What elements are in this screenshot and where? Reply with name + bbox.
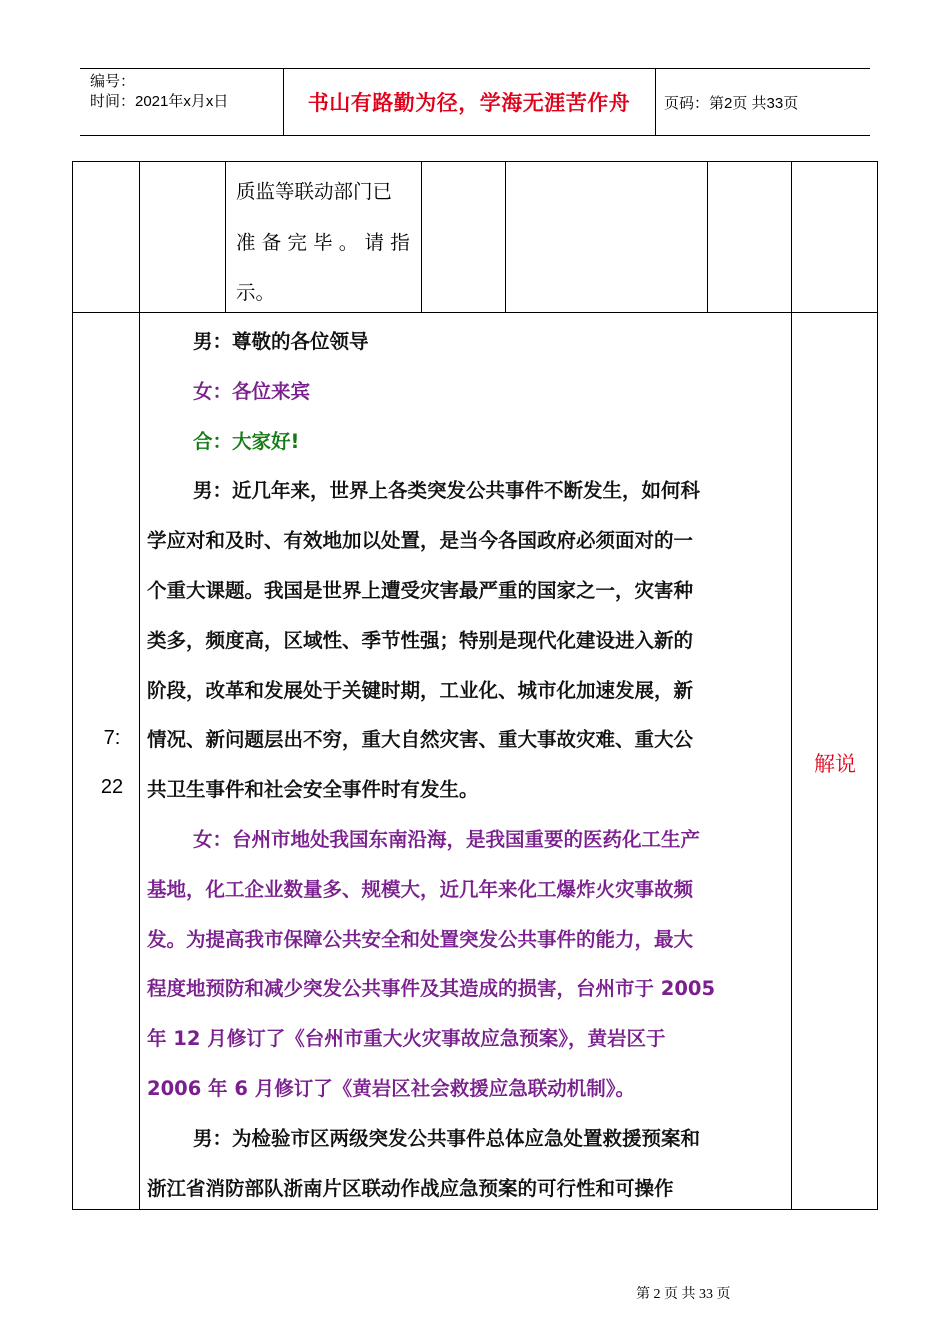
column-divider xyxy=(225,162,226,313)
row-divider xyxy=(73,312,877,313)
column-divider xyxy=(505,162,506,313)
script-line: 阶段，改革和发展处于关键时期，工业化、城市化加速发展，新 xyxy=(147,678,694,702)
time-cell-line2: 22 xyxy=(100,776,124,798)
row1-text-line: 准 备 完 毕 。 请 指 xyxy=(236,231,410,254)
column-divider xyxy=(707,162,708,313)
document-time-label: 时间：2021年x月x日 xyxy=(90,93,229,110)
time-cell-line1: 7: xyxy=(103,727,121,749)
header-meta xyxy=(90,72,228,112)
script-line: 程度地预防和减少突发公共事件及其造成的损害，台州市于 2005 xyxy=(147,977,716,1001)
script-line: 2006 年 6 月修订了《黄岩区社会救援应急联动机制》。 xyxy=(147,1077,635,1100)
script-line: 浙江省消防部队浙南片区联动作战应急预案的可行性和可操作 xyxy=(147,1176,674,1200)
script-line: 情况、新问题层出不穷，重大自然灾害、重大事故灾难、重大公 xyxy=(147,728,694,752)
header-page-label: 页码：第2页 共33页 xyxy=(664,95,799,112)
script-line: 男：为检验市区两级突发公共事件总体应急处置救援预案和 xyxy=(193,1126,701,1150)
script-line: 女：各位来宾 xyxy=(193,379,311,403)
column-divider xyxy=(421,162,422,313)
script-line: 男：尊敬的各位领导 xyxy=(193,330,369,353)
column-divider xyxy=(791,162,792,1209)
script-line: 基地，化工企业数量多、规模大，近几年来化工爆炸火灾事故频 xyxy=(147,877,694,901)
script-table xyxy=(72,161,878,1210)
script-line: 男：近几年来，世界上各类突发公共事件不断发生，如何科 xyxy=(193,479,701,503)
script-line: 学应对和及时、有效地加以处置，是当今各国政府必须面对的一 xyxy=(147,529,694,553)
script-line: 年 12 月修订了《台州市重大火灾事故应急预案》，黄岩区于 xyxy=(147,1027,666,1051)
header-divider xyxy=(655,68,656,136)
row1-text-line: 质监等联动部门已 xyxy=(236,180,393,203)
script-line: 女：台州市地处我国东南沿海，是我国重要的医药化工生产 xyxy=(193,828,701,851)
script-line: 类多，频度高，区域性、季节性强；特别是现代化建设进入新的 xyxy=(147,628,694,652)
column-divider xyxy=(139,162,140,1209)
header-motto: 书山有路勤为径，学海无涯苦作舟 xyxy=(307,91,631,115)
page-header xyxy=(80,68,870,136)
note-cell: 解说 xyxy=(814,752,856,776)
script-line: 个重大课题。我国是世界上遭受灾害最严重的国家之一，灾害种 xyxy=(147,579,694,602)
script-line: 共卫生事件和社会安全事件时有发生。 xyxy=(147,778,479,802)
document-number-label: 编号： xyxy=(90,73,136,90)
page-footer: 第 2 页 共 33 页 xyxy=(636,1287,731,1302)
script-line: 合：大家好! xyxy=(193,429,300,453)
script-line: 发。为提高我市保障公共安全和处置突发公共事件的能力，最大 xyxy=(147,927,694,951)
row1-text-line: 示。 xyxy=(236,281,276,304)
